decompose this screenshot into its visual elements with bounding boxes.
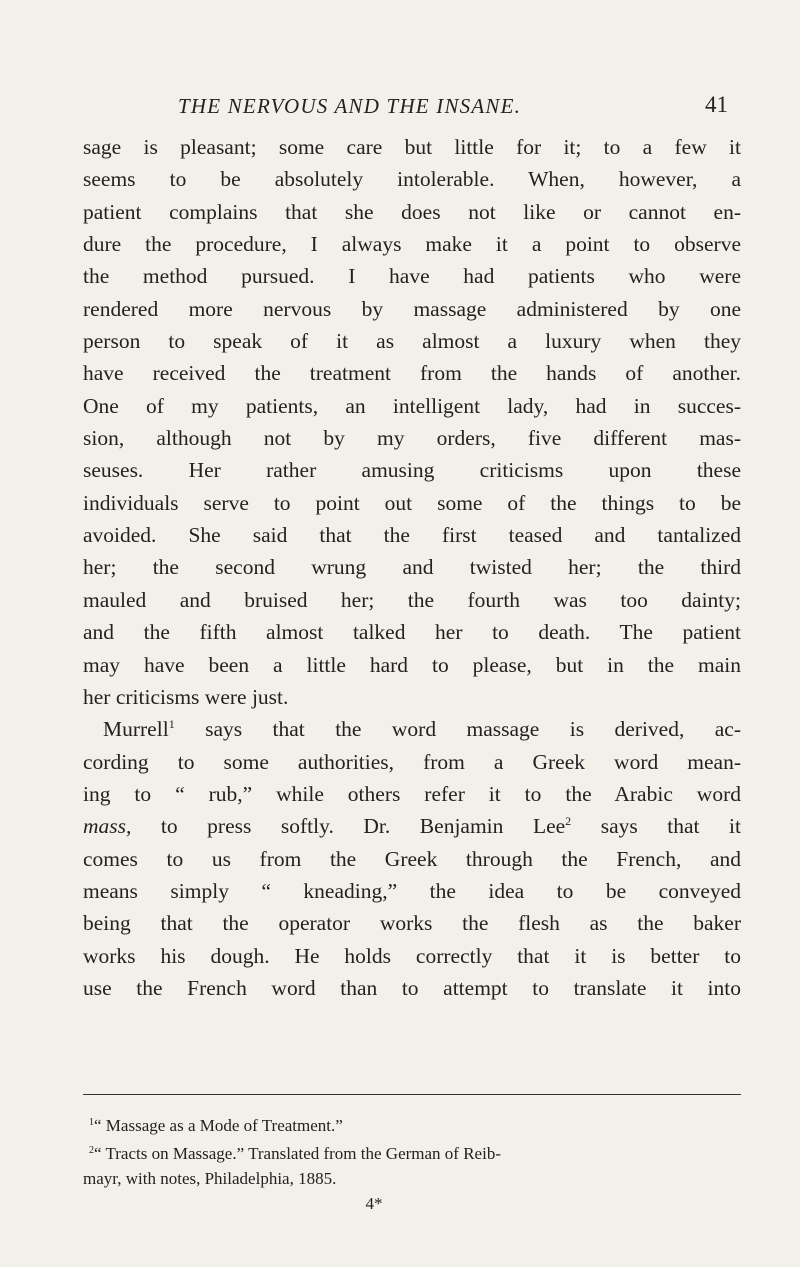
text-line: avoided. She said that the first teased and tantalized: [83, 523, 741, 548]
body-text: [83, 131, 741, 1004]
text-line: her criticisms were just.: [83, 684, 289, 709]
text-line: means simply “ kneading,” the idea to be conveyed: [83, 878, 741, 903]
text-line: the method pursued. I have had patients who were: [83, 264, 741, 289]
footnote-2: $^2$“ Tracts on Massage.” Translated from the German of Reib-: [89, 1144, 501, 1163]
text-line: cording to some authorities, from a Greek word mean-: [83, 749, 741, 774]
text-line: works his dough. He holds correctly that it is better to: [83, 943, 741, 968]
text-line: sage is pleasant; some care but little for it; to a few it: [83, 135, 741, 159]
footnote-1: $^1$“ Massage as a Mode of Treatment.”: [89, 1116, 343, 1135]
text-line: seems to be absolutely intolerable. When, however, a: [83, 167, 741, 192]
footnote-ref-2: 2: [565, 814, 572, 829]
running-title: THE NERVOUS AND THE INSANE.: [178, 94, 522, 118]
page-number: 41: [705, 92, 728, 117]
page-header: [0, 94, 800, 130]
text-line: have received the treatment from the hands of another.: [83, 361, 741, 386]
text-line: and the fifth almost talked her to death. The patient: [83, 620, 741, 645]
footnote-divider: [83, 1094, 741, 1095]
footnotes: [83, 1110, 741, 1216]
signature-mark: 4*: [365, 1194, 383, 1213]
italic-word: mass,: [83, 814, 132, 839]
text-line: sion, although not by my orders, five different mas-: [83, 426, 741, 451]
text-line: use the French word than to attempt to translate it into: [83, 975, 741, 1000]
text-line: seuses. Her rather amusing criticisms upon these: [83, 458, 741, 483]
text-line: mass, to press softly. Dr. Benjamin Lee$^2$ says that it: [83, 814, 741, 839]
text-line: person to speak of it as almost a luxury when they: [83, 329, 741, 354]
text-line: patient complains that she does not like or cannot en-: [83, 199, 741, 224]
text-line: rendered more nervous by massage administered by one: [83, 296, 741, 321]
text-line: may have been a little hard to please, but in the main: [83, 652, 741, 677]
text-line: comes to us from the Greek through the French, and: [83, 846, 741, 871]
text-line: mauled and bruised her; the fourth was too dainty;: [83, 587, 741, 612]
author-name: Murrell: [103, 717, 169, 742]
text-line: dure the procedure, I always make it a point to observe: [83, 232, 741, 257]
text-line: ing to “ rub,” while others refer it to the Arabic word: [83, 781, 741, 806]
footnote-2-continuation: mayr, with notes, Philadelphia, 1885.: [83, 1169, 337, 1188]
text-line: Murrell$^1$ says that the word massage is derived, ac-: [103, 717, 741, 742]
footnote-ref-1: 1: [168, 717, 175, 732]
text-line: her; the second wrung and twisted her; the third: [83, 555, 741, 580]
text-line: being that the operator works the flesh as the baker: [83, 911, 741, 936]
text-line: individuals serve to point out some of the things to be: [83, 490, 741, 515]
text-line: One of my patients, an intelligent lady, had in succes-: [83, 393, 741, 418]
